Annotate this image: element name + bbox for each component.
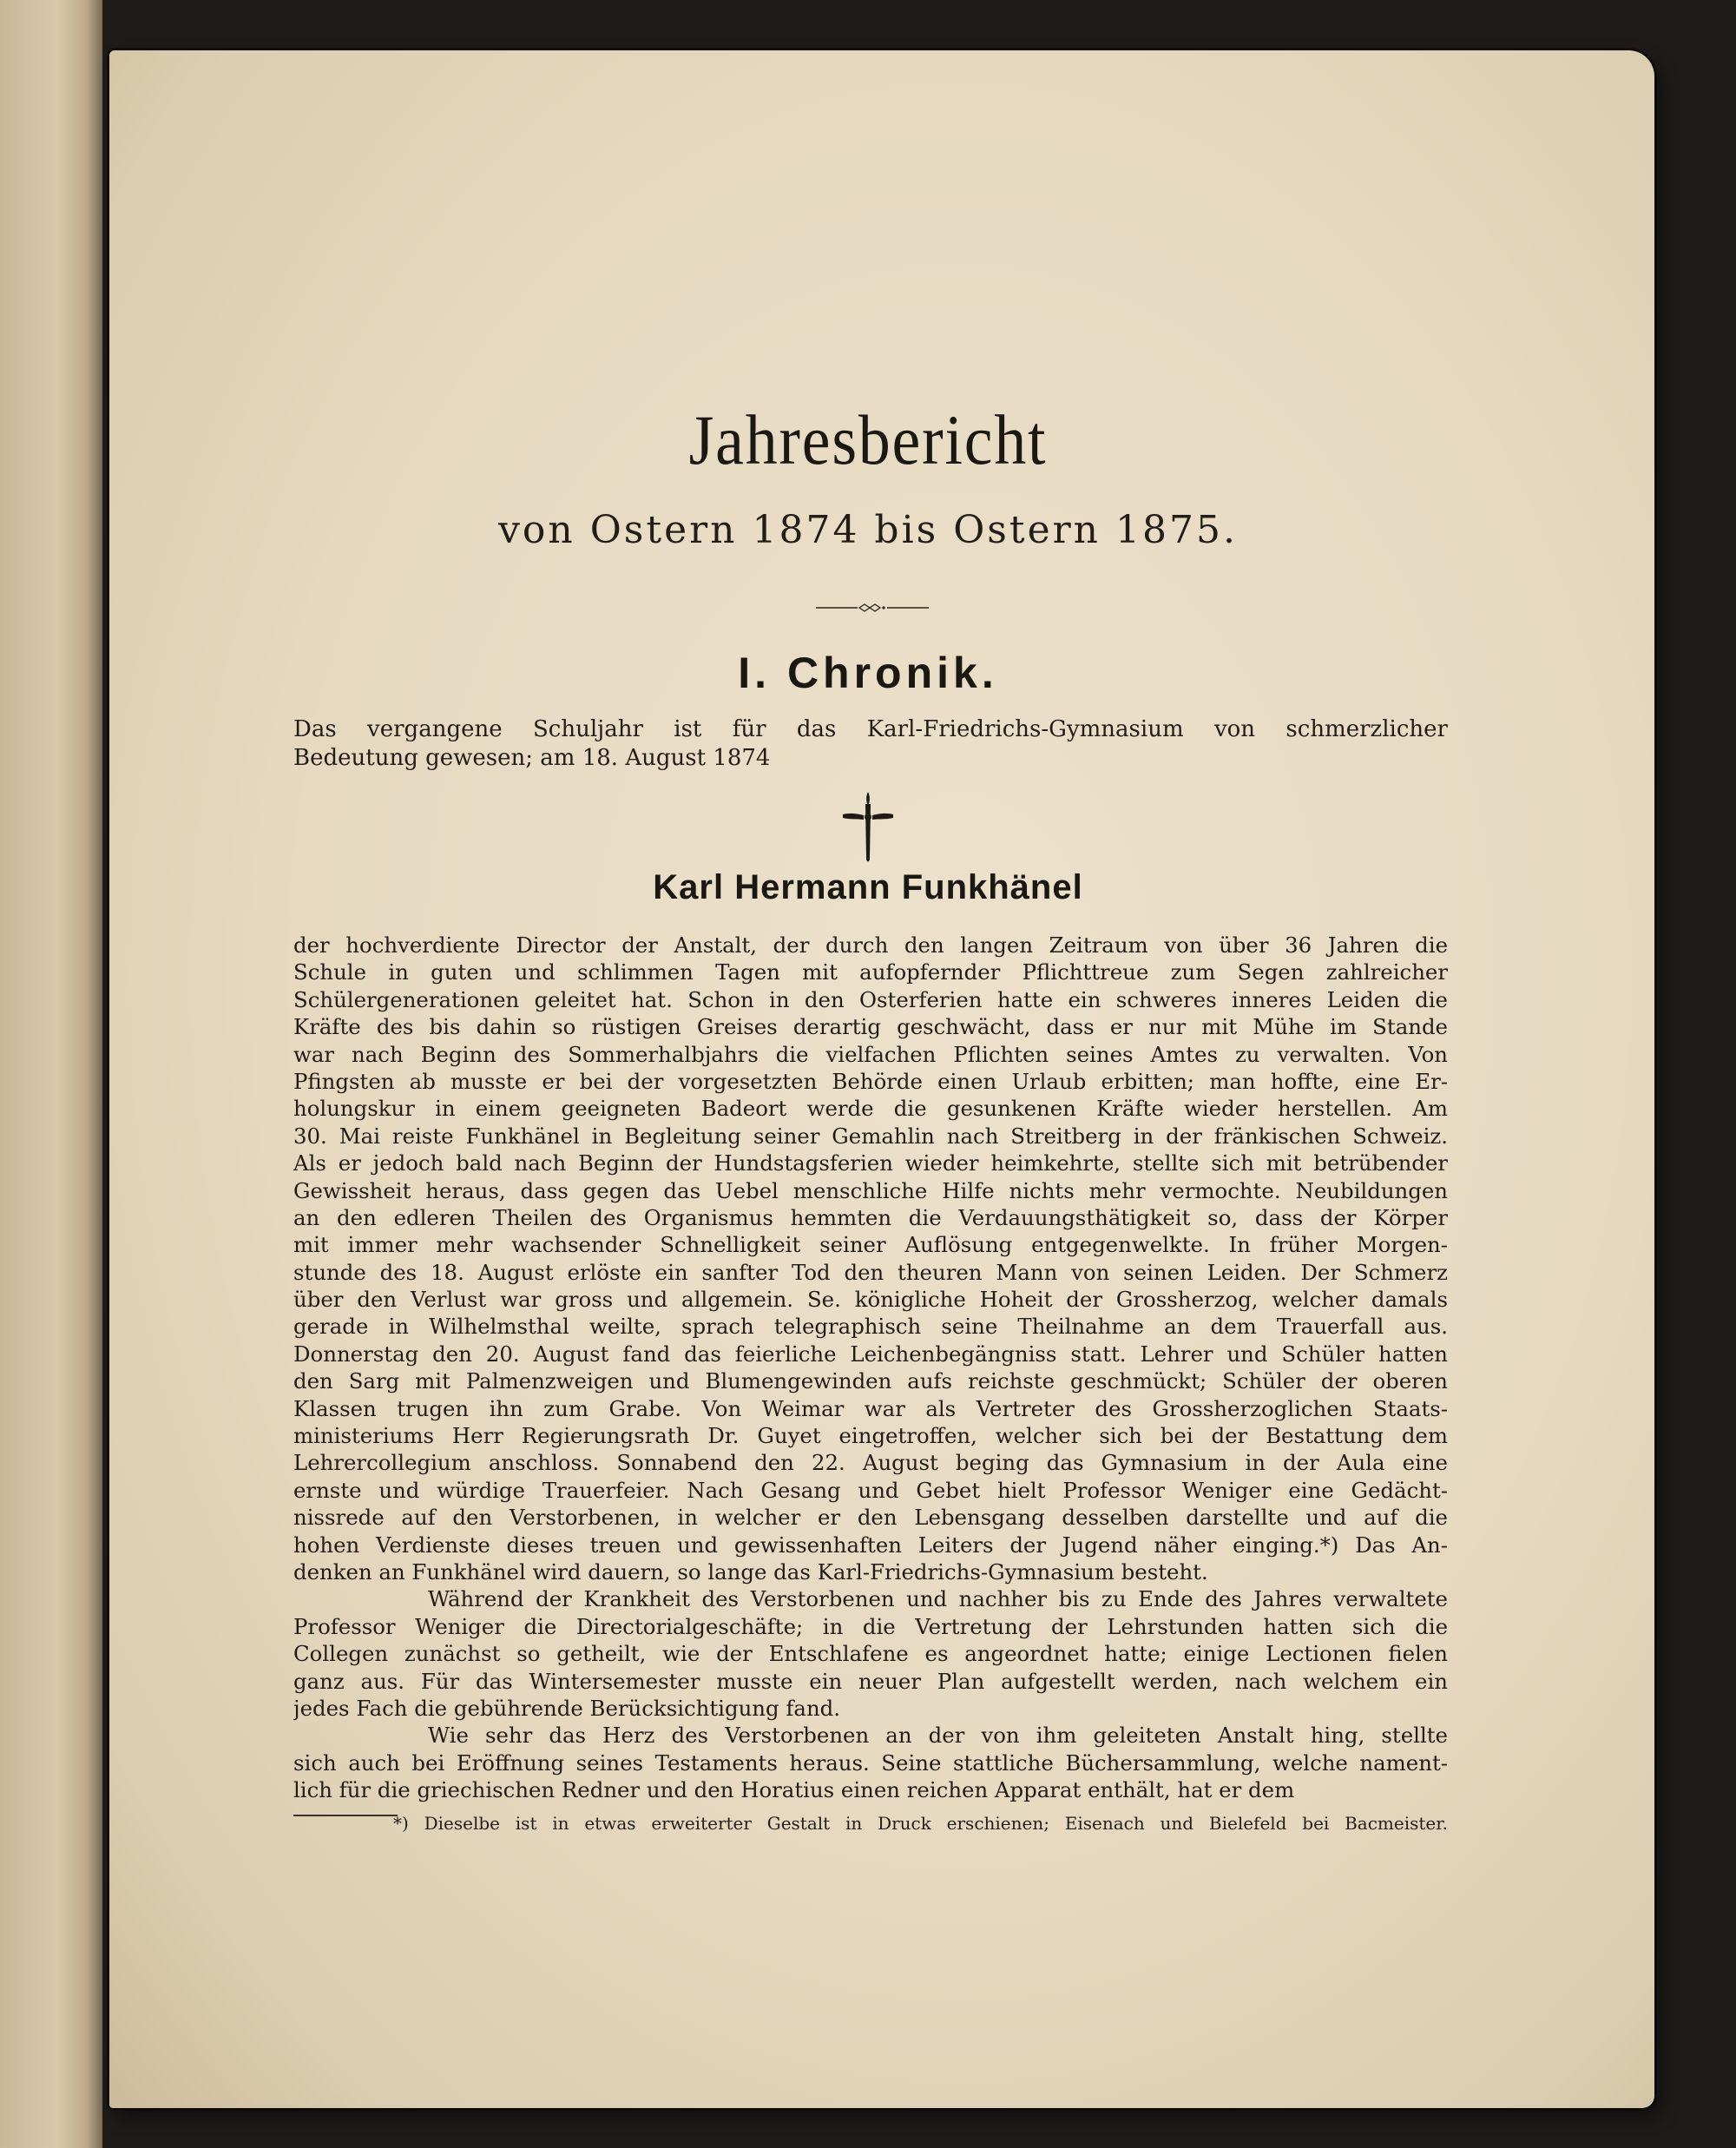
body-line: Gewissheit heraus, dass gegen das Uebel menschliche Hilfe nichts mehr vermochte. Neubildungen	[293, 1177, 1448, 1203]
page-title: Jahresbericht	[688, 400, 1048, 479]
body-line: hohen Verdienste dieses treuen und gewissenhaften Leiters der Jugend näher einging.*) Das An-	[293, 1532, 1448, 1558]
page-subtitle: von Ostern 1874 bis Ostern 1875.	[498, 508, 1238, 552]
body-text	[293, 932, 1448, 1804]
body-line: ministeriums Herr Regierungsrath Dr. Guyet eingetroffen, welcher sich bei der Bestattung dem	[293, 1423, 1448, 1449]
body-line: den Sarg mit Palmenzweigen und Blumengewinden aufs reichste geschmückt; Schüler der oberen	[293, 1368, 1448, 1394]
body-line: stunde des 18. August erlöste ein sanfter Tod den theuren Mann von seinen Leiden. Der Schmerz	[293, 1259, 1448, 1285]
body-line: Donnerstag den 20. August fand das feierliche Leichenbegängniss statt. Lehrer und Schüler hatten	[293, 1341, 1448, 1367]
intro-line: Das vergangene Schuljahr ist für das Karl-Friedrichs-Gymnasium von schmerzlicher	[293, 716, 1448, 742]
body-line: ernste und würdige Trauerfeier. Nach Gesang und Gebet hielt Professor Weniger eine Gedächt-	[293, 1477, 1448, 1503]
ornamental-divider-icon	[816, 599, 929, 616]
cross-icon	[838, 790, 898, 864]
body-line: Lehrercollegium anschloss. Sonnabend den 22. August beging das Gymnasium in der Aula eine	[293, 1450, 1448, 1476]
body-line: über den Verlust war gross und allgemein. Se. königliche Hoheit der Grossherzog, welcher damals	[293, 1287, 1448, 1313]
body-line: Schülergenerationen geleitet hat. Schon in den Osterferien hatte ein schweres inneres Leiden die	[293, 986, 1448, 1012]
name-heading: Karl Hermann Funkhänel	[653, 868, 1083, 906]
body-line: nissrede auf den Verstorbenen, in welcher er den Lebensgang desselben darstellte und auf die	[293, 1505, 1448, 1531]
body-line: 30. Mai reiste Funkhänel in Begleitung seiner Gemahlin nach Streitberg in der fränkischen Schweiz.	[293, 1123, 1448, 1149]
body-line: gerade in Wilhelmsthal weilte, sprach telegraphisch seine Theilnahme an dem Trauerfall aus.	[293, 1314, 1448, 1340]
footnote: *) Dieselbe ist in etwas erweiterter Gestalt in Druck erschienen; Eisenach und Bielefeld bei Bacmeister.	[393, 1813, 1448, 1834]
body-line: Während der Krankheit des Verstorbenen und nachher bis zu Ende des Jahres verwaltete	[428, 1586, 1448, 1612]
body-line: denken an Funkhänel wird dauern, so lange das Karl-Friedrichs-Gymnasium besteht.	[293, 1558, 1208, 1585]
body-line: Als er jedoch bald nach Beginn der Hundstagsferien wieder heimkehrte, stellte sich mit betrübender	[293, 1150, 1448, 1176]
body-line: lich für die griechischen Redner und den Horatius einen reichen Apparat enthält, hat er dem	[293, 1777, 1295, 1803]
body-line: ganz aus. Für das Wintersemester musste ein neuer Plan aufgestellt werden, nach welchem ein	[293, 1668, 1448, 1694]
previous-page-edge	[0, 0, 102, 2148]
body-line: war nach Beginn des Sommerhalbjahrs die vielfachen Pflichten seines Amtes zu verwalten. Von	[293, 1041, 1448, 1067]
section-heading: I. Chronik.	[738, 649, 998, 697]
intro-line: Bedeutung gewesen; am 18. August 1874	[293, 745, 771, 771]
body-line: der hochverdiente Director der Anstalt, der durch den langen Zeitraum von über 36 Jahren die	[293, 932, 1448, 958]
body-line: Pfingsten ab musste er bei der vorgesetzten Behörde einen Urlaub erbitten; man hoffte, eine Er-	[293, 1068, 1448, 1094]
body-line: Kräfte des bis dahin so rüstigen Greises derartig geschwächt, dass er nur mit Mühe im Stande	[293, 1014, 1448, 1040]
footnote-divider	[293, 1815, 398, 1816]
body-line: Schule in guten und schlimmen Tagen mit aufopfernder Pflichttreue zum Segen zahlreicher	[293, 959, 1448, 985]
body-line: mit immer mehr wachsender Schnelligkeit seiner Auflösung entgegenwelkte. In früher Morgen-	[293, 1232, 1448, 1258]
body-line: Wie sehr das Herz des Verstorbenen an der von ihm geleiteten Anstalt hing, stellte	[428, 1723, 1448, 1749]
body-line: Collegen zunächst so getheilt, wie der Entschlafene es angeordnet hatte; einige Lectionen fielen	[293, 1641, 1448, 1667]
body-line: jedes Fach die gebührende Berücksichtigung fand.	[293, 1695, 841, 1721]
body-line: sich auch bei Eröffnung seines Testaments heraus. Seine stattliche Büchersammlung, welche nament-	[293, 1749, 1448, 1776]
body-line: Klassen trugen ihn zum Grabe. Von Weimar war als Vertreter des Grossherzoglichen Staats-	[293, 1395, 1448, 1421]
body-line: Professor Weniger die Directorialgeschäfte; in die Vertretung der Lehrstunden hatten sich die	[293, 1613, 1448, 1639]
body-line: holungskur in einem geeigneten Badeort werde die gesunkenen Kräfte wieder herstellen. Am	[293, 1096, 1448, 1122]
body-line: an den edleren Theilen des Organismus hemmten die Verdauungsthätigkeit so, dass der Körper	[293, 1204, 1448, 1230]
